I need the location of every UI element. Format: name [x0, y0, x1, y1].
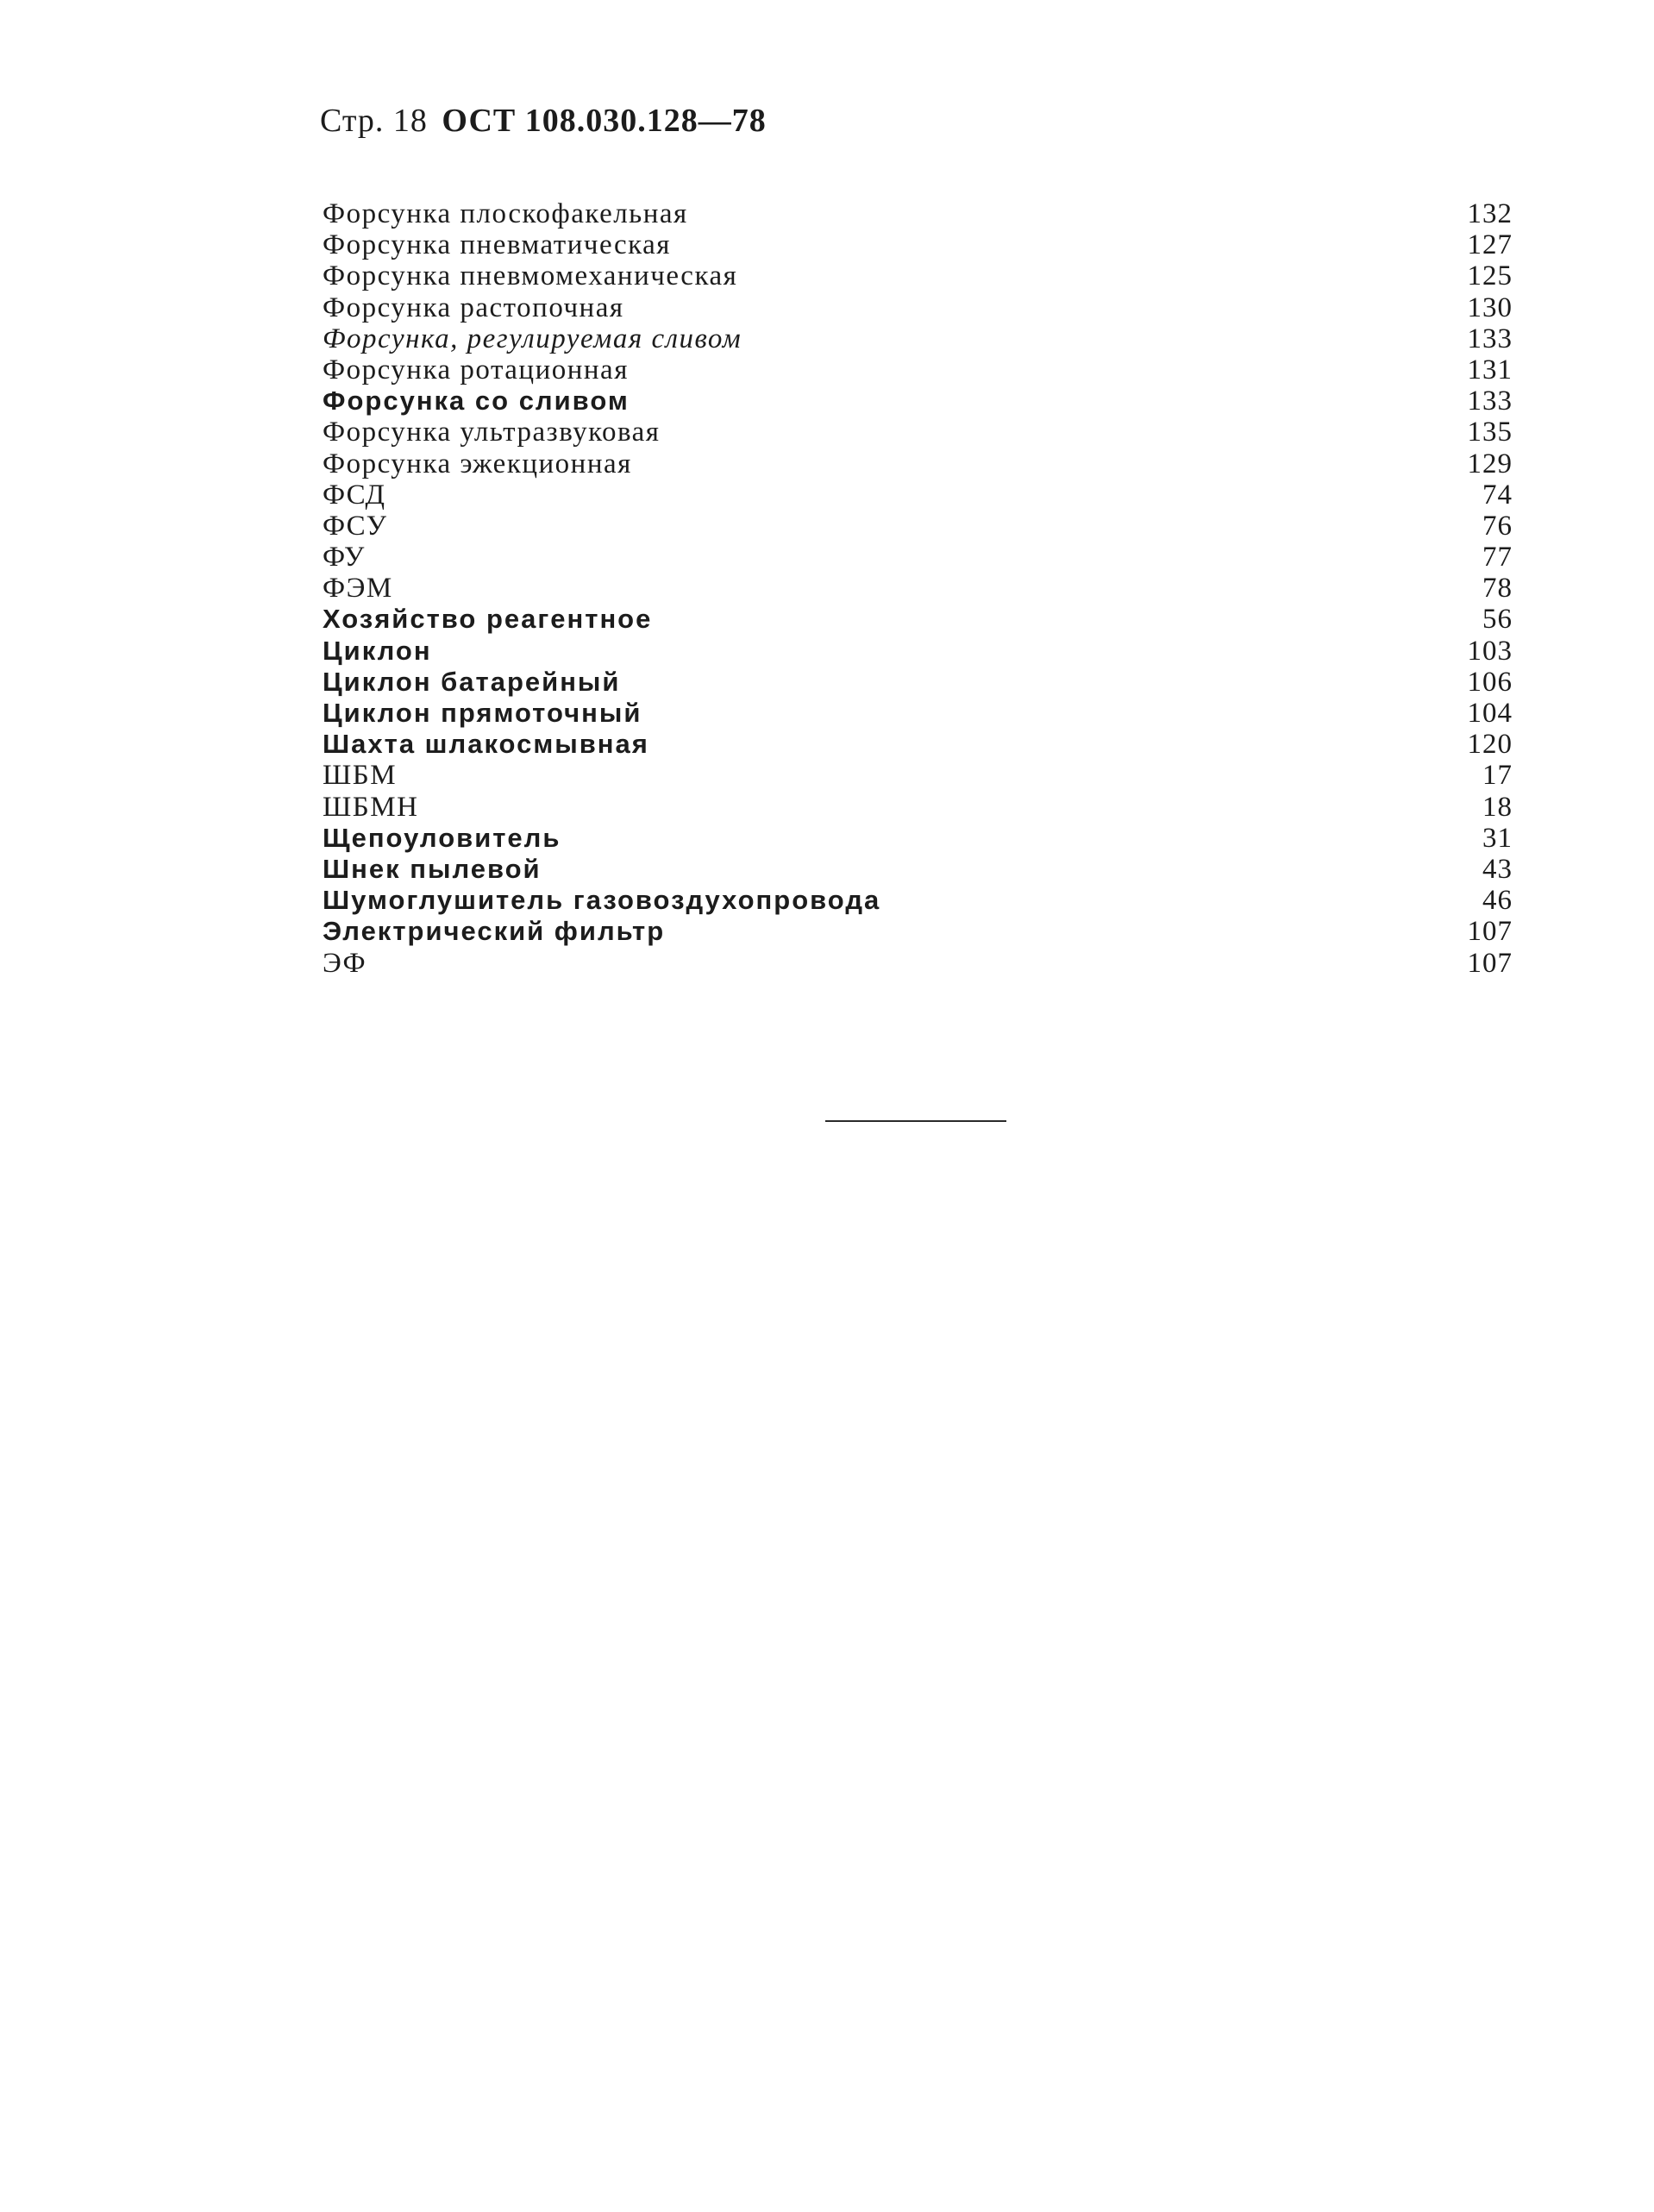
index-page-number: 107 — [1467, 916, 1513, 948]
index-term: Форсунка, регулируемая сливом — [323, 323, 742, 354]
index-page-number: 133 — [1467, 385, 1513, 417]
index-entry — [323, 916, 1513, 947]
index-page-number: 77 — [1482, 542, 1513, 573]
index-page-number: 120 — [1467, 729, 1513, 761]
index-entry — [323, 760, 1513, 791]
index-term: ЭФ — [323, 947, 367, 979]
index-term: Форсунка эжекционная — [323, 448, 632, 479]
index-page-number: 107 — [1467, 947, 1513, 979]
end-divider — [825, 1120, 1006, 1122]
index-term: Шахта шлакосмывная — [323, 729, 649, 760]
standard-designation: ОСТ 108.030.128—78 — [442, 103, 767, 139]
index-entry — [323, 667, 1513, 698]
index-term: Шнек пылевой — [323, 853, 542, 884]
index-entry — [323, 448, 1513, 479]
index-entry — [323, 792, 1513, 823]
index-entry — [323, 948, 1513, 979]
index-entry — [323, 698, 1513, 729]
index-term: Циклон прямоточный — [323, 698, 642, 728]
index-term: ФУ — [323, 542, 366, 573]
index-page-number: 18 — [1482, 791, 1513, 823]
index-page-number: 78 — [1482, 573, 1513, 605]
index-page-number: 103 — [1467, 635, 1513, 667]
index-page-number: 133 — [1467, 323, 1513, 354]
index-term: Форсунка пневмомеханическая — [323, 260, 738, 292]
index-entry — [323, 260, 1513, 291]
index-entry — [323, 636, 1513, 667]
index-term: ФЭМ — [323, 573, 393, 605]
index-entry — [323, 198, 1513, 229]
index-term: Шумоглушитель газовоздухопровода — [323, 885, 881, 916]
index-page-number: 135 — [1467, 417, 1513, 448]
index-page-number: 132 — [1467, 198, 1513, 229]
index-page-number: 76 — [1482, 510, 1513, 542]
index-entry — [323, 823, 1513, 854]
page-header — [320, 102, 767, 140]
index-page-number: 125 — [1467, 260, 1513, 292]
index-entry — [323, 729, 1513, 760]
page-number-label: Стр. 18 — [320, 103, 428, 139]
index-term: Форсунка плоскофакельная — [323, 198, 688, 229]
index-entry — [323, 604, 1513, 635]
index-term: ФСУ — [323, 510, 388, 542]
index-term: Форсунка ультразвуковая — [323, 417, 661, 448]
index-term: Щепоуловитель — [323, 822, 561, 853]
index-entry — [323, 511, 1513, 542]
index-page-number: 130 — [1467, 291, 1513, 323]
index-page-number: 56 — [1482, 604, 1513, 636]
index-entry — [323, 229, 1513, 260]
index-page-number: 106 — [1467, 666, 1513, 698]
index-term: Форсунка со сливом — [323, 385, 630, 417]
index-page-number: 129 — [1467, 448, 1513, 479]
index-page-number: 43 — [1482, 853, 1513, 885]
index-term: Форсунка растопочная — [323, 291, 624, 323]
index-term: Форсунка ротационная — [323, 354, 629, 385]
index-entry — [323, 354, 1513, 385]
index-page-number: 131 — [1467, 354, 1513, 385]
index-entry — [323, 417, 1513, 448]
index-entry — [323, 573, 1513, 604]
index-entry — [323, 292, 1513, 323]
index-page-number: 74 — [1482, 479, 1513, 511]
index-page-number: 31 — [1482, 822, 1513, 854]
index-term: Циклон — [323, 635, 432, 666]
index-entry — [323, 854, 1513, 885]
index-term: Форсунка пневматическая — [323, 229, 671, 261]
index-page-number: 127 — [1467, 229, 1513, 261]
index-term: Циклон батарейный — [323, 666, 621, 697]
index-entry — [323, 323, 1513, 354]
index-term: Хозяйство реагентное — [323, 604, 653, 635]
index-page-number: 104 — [1467, 698, 1513, 729]
index-term: ФСД — [323, 479, 386, 511]
index-page-number: 17 — [1482, 760, 1513, 792]
index-term: Электрический фильтр — [323, 916, 666, 947]
index-term: ШБМН — [323, 791, 419, 823]
index-entry — [323, 885, 1513, 916]
index-entry — [323, 542, 1513, 573]
index-term: ШБМ — [323, 760, 398, 792]
index-page-number: 46 — [1482, 885, 1513, 917]
index-entry — [323, 479, 1513, 511]
subject-index-list — [323, 198, 1513, 979]
index-entry — [323, 385, 1513, 417]
